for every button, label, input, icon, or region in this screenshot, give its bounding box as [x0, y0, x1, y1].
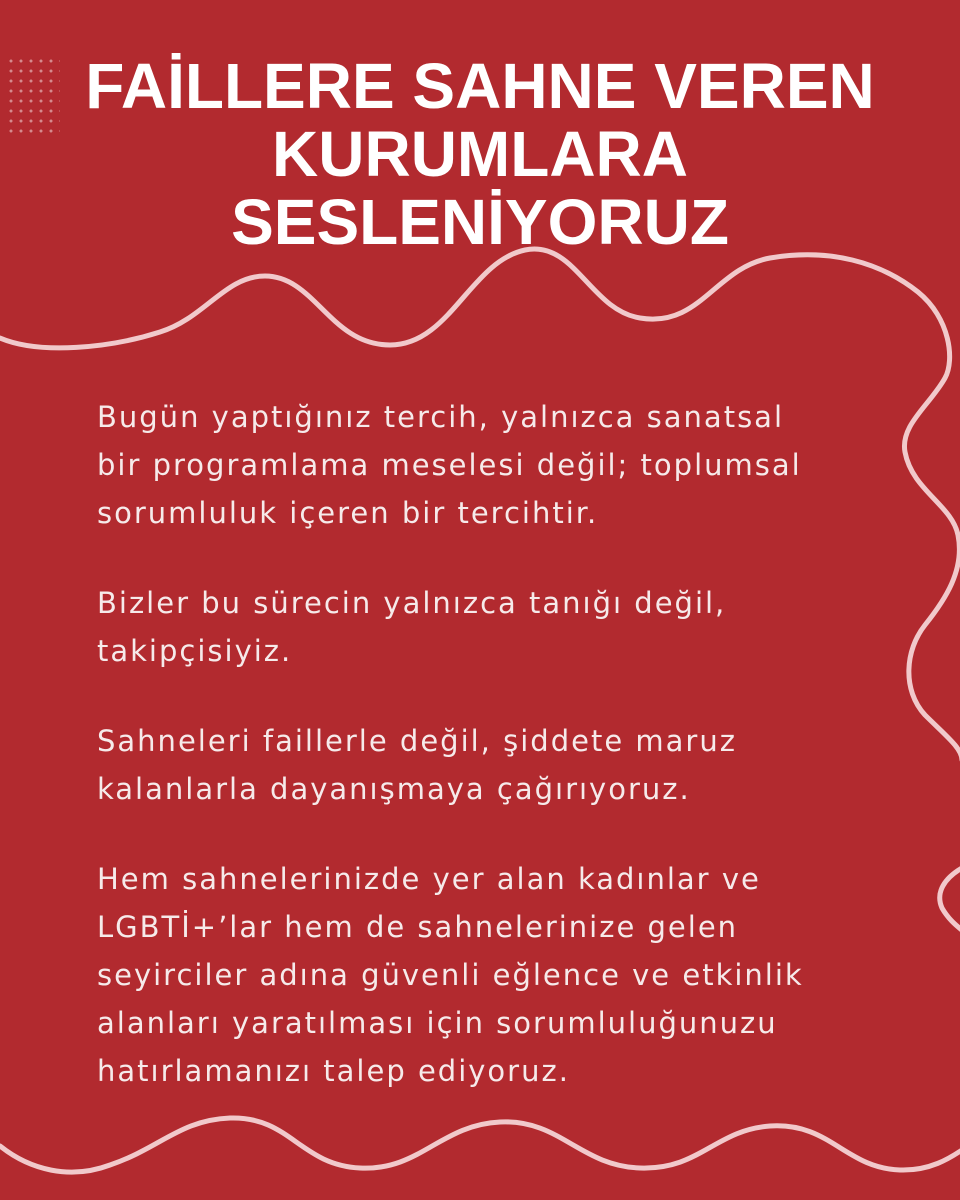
- paragraph-line: takipçisiyiz.: [97, 634, 293, 668]
- paragraph-solidarity: [97, 717, 917, 813]
- headline: [40, 52, 920, 256]
- statement-body: [97, 393, 917, 1137]
- paragraph-line: bir programlama meselesi değil; toplumsal: [97, 448, 802, 482]
- paragraph-line: Hem sahnelerinizde yer alan kadınlar ve: [97, 862, 761, 896]
- paragraph-followers: [97, 579, 917, 675]
- paragraph-line: Bizler bu sürecin yalnızca tanığı değil,: [97, 586, 727, 620]
- paragraph-line: Bugün yaptığınız tercih, yalnızca sanatsal: [97, 400, 785, 434]
- paragraph-line: kalanlarla dayanışmaya çağırıyoruz.: [97, 772, 691, 806]
- right-edge-curve: [940, 868, 960, 932]
- paragraph-line: LGBTİ+’lar hem de sahnelerinize gelen: [97, 910, 739, 944]
- paragraph-choice: [97, 393, 917, 537]
- headline-line: SESLENİYORUZ: [231, 186, 729, 258]
- headline-line: FAİLLERE SAHNE VEREN: [85, 50, 875, 122]
- paragraph-demand: [97, 855, 917, 1095]
- paragraph-line: sorumluluk içeren bir tercihtir.: [97, 496, 599, 530]
- paragraph-line: seyirciler adına güvenli eğlence ve etkinlik: [97, 958, 804, 992]
- headline-line: KURUMLARA: [272, 118, 688, 190]
- paragraph-line: Sahneleri faillerle değil, şiddete maruz: [97, 724, 737, 758]
- paragraph-line: alanları yaratılması için sorumluluğunuzu: [97, 1006, 778, 1040]
- paragraph-line: hatırlamanızı talep ediyoruz.: [97, 1054, 570, 1088]
